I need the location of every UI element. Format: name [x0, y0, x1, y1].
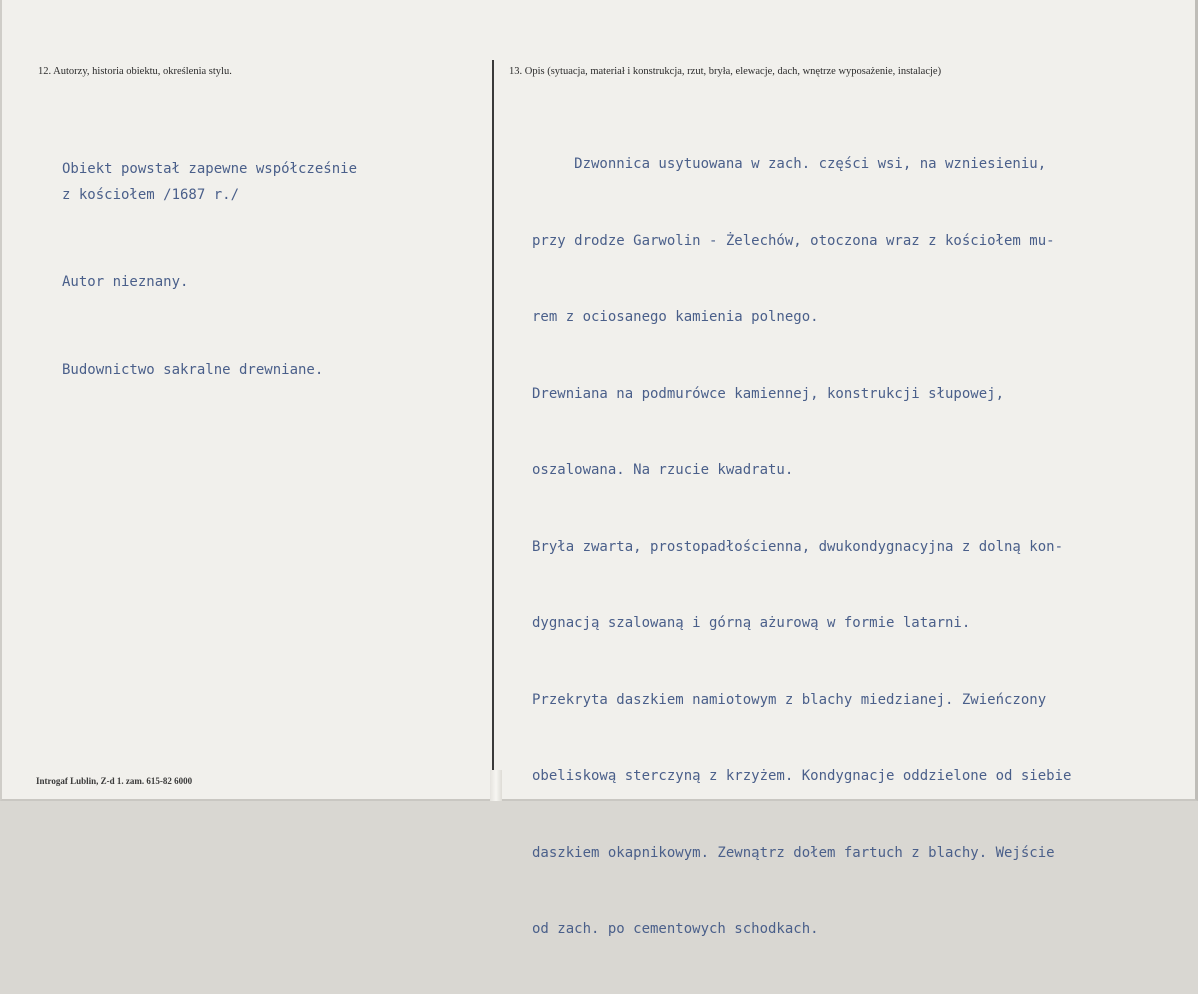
section-13-line: Przekryta daszkiem namiotowym z blachy miedzianej. Zwieńczony: [532, 691, 1047, 708]
section-13-body: [532, 101, 1071, 994]
section-13-line: od zach. po cementowych schodkach.: [532, 921, 819, 937]
section-13-line: rem z ociosanego kamienia polnego.: [532, 309, 819, 325]
section-12-body: [62, 106, 357, 445]
section-12-heading: 12. Autorzy, historia obiektu, określenia stylu.: [38, 66, 232, 77]
column-divider: [492, 60, 494, 800]
section-13-line: obeliskową sterczyną z krzyżem. Kondygnacje oddzielone od siebie: [532, 768, 1072, 784]
section-13-line: Dzwonnica usytuowana w zach. części wsi, na wzniesieniu,: [532, 156, 1047, 172]
section-12-paragraph: Budownictwo sakralne drewniane.: [62, 361, 324, 378]
section-13-line: dygnacją szalowaną i górną ażurową w formie latarni.: [532, 615, 971, 631]
paper-crease: [490, 770, 502, 801]
section-13-line: Drewniana na podmurówce kamiennej, konstrukcji słupowej,: [532, 385, 1005, 402]
section-13-line: oszalowana. Na rzucie kwadratu.: [532, 462, 794, 478]
printer-imprint: Introgaf Lublin, Z-d 1. zam. 615-82 6000: [36, 776, 193, 786]
section-12-paragraph: Autor nieznany.: [62, 274, 189, 290]
section-13-line: daszkiem okapnikowym. Zewnątrz dołem fartuch z blachy. Wejście: [532, 844, 1055, 861]
section-13-line: Bryła zwarta, prostopadłościenna, dwukondygnacyjna z dolną kon-: [532, 538, 1064, 555]
section-13-heading: 13. Opis (sytuacja, materiał i konstrukcja, rzut, bryła, elewacje, dach, wnętrze wyposażenie, instalacje): [509, 66, 942, 77]
section-13-line: przy drodze Garwolin - Żelechów, otoczona wraz z kościołem mu-: [532, 232, 1055, 249]
section-12-paragraph: Obiekt powstał zapewne współcześnie z kościołem /1687 r./: [62, 161, 358, 203]
